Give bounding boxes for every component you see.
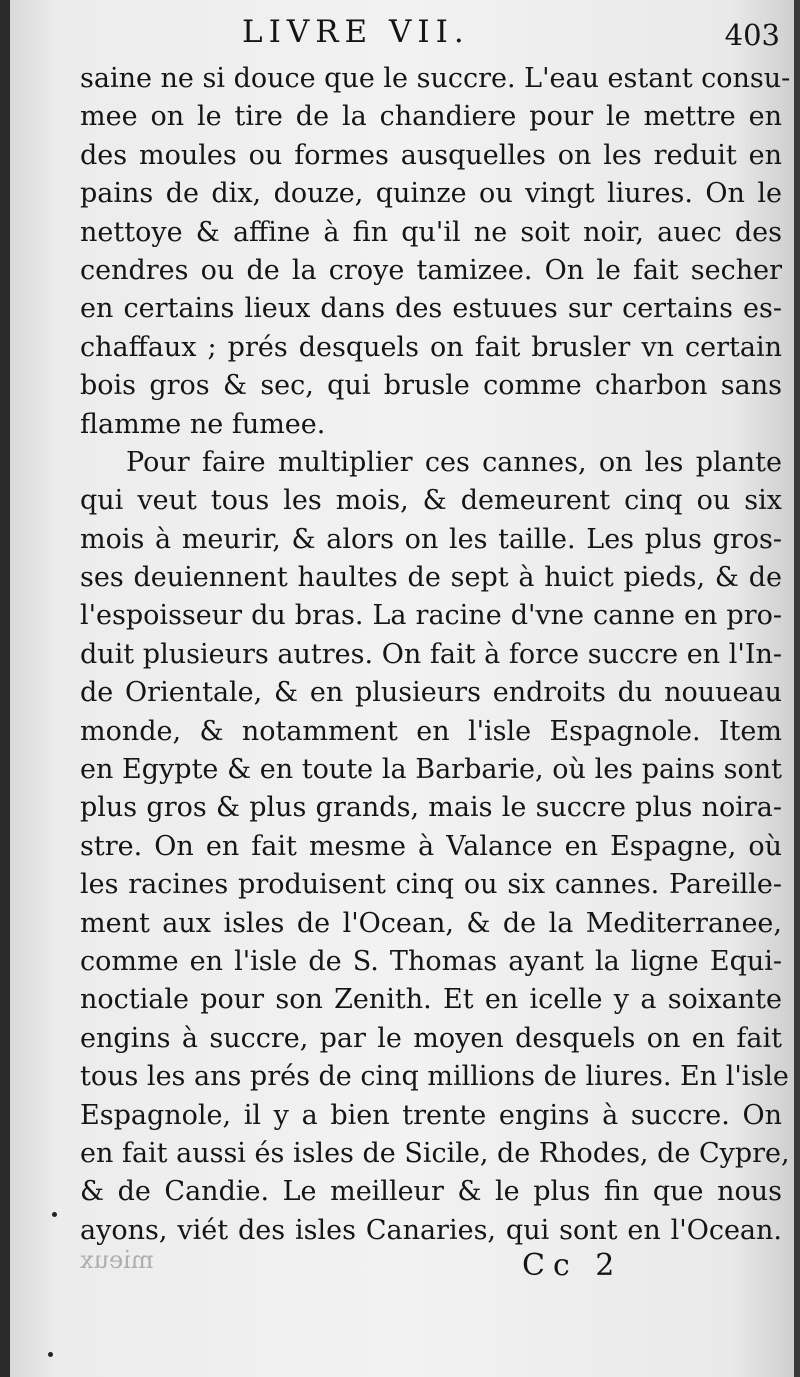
text-line: cendres ou de la croye tamizee. On le fait secher: [80, 254, 782, 286]
text-line: & de Candie. Le meilleur & le plus fin que nous: [80, 1176, 782, 1208]
text-line: de Orientale, & en plusieurs endroits du nouueau: [80, 677, 782, 709]
paragraph-start-line: Pour faire multiplier ces cannes, on les plante: [126, 446, 782, 478]
text-line: en Egypte & en toute la Barbarie, où les pains sont: [80, 754, 782, 786]
text-line: plus gros & plus grands, mais le succre plus noira-: [80, 792, 782, 824]
text-line: Espagnole, il y a bien trente engins à succre. On: [80, 1099, 782, 1131]
running-head: LIVRE VII.: [242, 14, 470, 50]
bleed-through-text: mieux: [80, 1246, 154, 1274]
text-line: engins à succre, par le moyen desquels on en fait: [80, 1022, 782, 1054]
text-line: comme en l'isle de S. Thomas ayant la ligne Equi-: [80, 945, 782, 977]
text-line: stre. On en fait mesme à Valance en Espagne, où: [80, 830, 782, 862]
text-line: nettoye & affine à fin qu'il ne soit noir, auec des: [80, 216, 782, 248]
text-line: monde, & notamment en l'isle Espagnole. Item: [80, 715, 782, 747]
text-line: ses deuiennent haultes de sept à huict pieds, & de: [80, 562, 782, 594]
body-text: [80, 60, 791, 1250]
text-line: l'espoisseur du bras. La racine d'vne canne en pro-: [80, 600, 782, 632]
text-line: flamme ne fumee.: [80, 408, 326, 440]
ink-speck: [48, 1352, 53, 1357]
text-line: saine ne si douce que le succre. L'eau estant consu-: [80, 63, 791, 94]
text-line: ayons, viét des isles Canaries, qui sont en l'Ocean.: [80, 1214, 782, 1246]
text-line: qui veut tous les mois, & demeurent cinq ou six: [80, 485, 782, 517]
text-line: tous les ans prés de cinq millions de liures. En l'isle: [80, 1061, 789, 1093]
text-line: en fait aussi és isles de Sicile, de Rhodes, de Cypre,: [80, 1137, 790, 1169]
text-line: chaffaux ; prés desquels on fait brusler vn certain: [80, 331, 782, 363]
ink-speck: [52, 1212, 57, 1217]
text-line: duit plusieurs autres. On fait à force succre en l'In-: [80, 638, 782, 670]
text-line: en certains lieux dans des estuues sur certains es-: [80, 293, 782, 325]
text-line: pains de dix, douze, quinze ou vingt liures. On le: [80, 178, 782, 210]
text-line: des moules ou formes ausquelles on les reduit en: [80, 139, 782, 171]
text-line: les racines produisent cinq ou six cannes. Pareille-: [80, 869, 782, 901]
text-line: noctiale pour son Zenith. Et en icelle y a soixante: [80, 984, 782, 1016]
signature-mark: Cc 2: [522, 1248, 623, 1283]
page-number: 403: [724, 18, 780, 52]
text-line: mee on le tire de la chandiere pour le mettre en: [80, 101, 782, 133]
text-line: mois à meurir, & alors on les taille. Les plus gros-: [80, 523, 782, 555]
text-line: bois gros & sec, qui brusle comme charbon sans: [80, 370, 782, 402]
text-line: ment aux isles de l'Ocean, & de la Mediterranee,: [80, 907, 782, 939]
